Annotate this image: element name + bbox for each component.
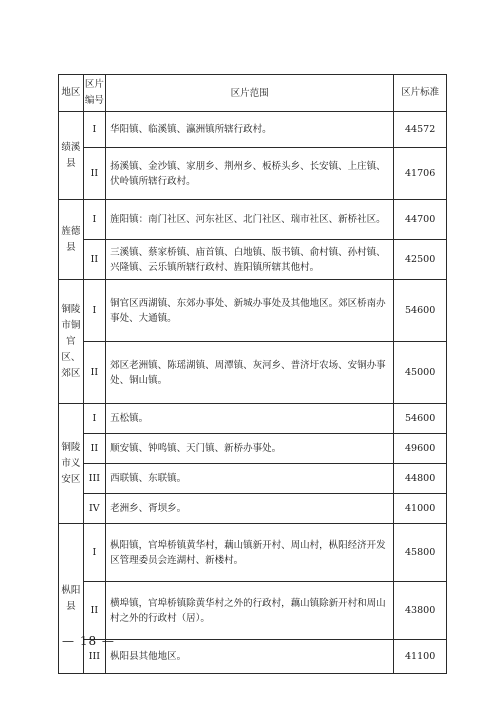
zone-range-cell: 枞阳镇，官埠桥镇黄华村，藕山镇新开村、周山村，枞阳经济开发区管理委员会连湖村、新楼村。	[106, 524, 394, 582]
area-cell: 铜陵市铜官区、郊区	[59, 280, 84, 404]
table-row	[59, 112, 447, 148]
zone-standard-cell: 45000	[394, 342, 447, 404]
zone-standard-cell: 43800	[394, 582, 447, 640]
table-row	[59, 464, 447, 494]
table-row	[59, 200, 447, 240]
zone-number-cell: I	[83, 112, 105, 148]
table-row	[59, 148, 447, 200]
table-header-row	[59, 75, 447, 112]
zone-range-cell: 三溪镇、蔡家桥镇、庙首镇、白地镇、版书镇、俞村镇、孙村镇、兴隆镇、云乐镇所辖行政村、旌阳镇所辖其他村。	[106, 240, 394, 280]
zone-number-cell: IV	[83, 494, 105, 524]
table-row	[59, 240, 447, 280]
header-zone-range: 区片范围	[106, 75, 394, 112]
zone-number-cell: II	[83, 148, 105, 200]
zone-range-cell: 老洲乡、胥坝乡。	[106, 494, 394, 524]
zone-range-cell: 顺安镇、钟鸣镇、天门镇、新桥办事处。	[106, 434, 394, 464]
zone-number-cell: I	[83, 524, 105, 582]
header-area: 地区	[59, 75, 84, 112]
zone-standard-cell: 54600	[394, 280, 447, 342]
zone-number-cell: I	[83, 200, 105, 240]
zone-number-cell: II	[83, 342, 105, 404]
land-price-zone-table	[58, 74, 447, 674]
area-cell: 绩溪县	[59, 112, 84, 200]
zone-standard-cell: 44800	[394, 464, 447, 494]
table-row	[59, 494, 447, 524]
page-number: — 18 —	[62, 634, 115, 648]
zone-number-cell: III	[83, 464, 105, 494]
table-row	[59, 342, 447, 404]
area-cell: 枞阳县	[59, 524, 84, 674]
table-row	[59, 434, 447, 464]
zone-range-cell: 扬溪镇、金沙镇、家朋乡、荆州乡、板桥头乡、长安镇、上庄镇、伏岭镇所辖行政村。	[106, 148, 394, 200]
zone-number-cell: II	[83, 240, 105, 280]
zone-standard-cell: 54600	[394, 404, 447, 434]
area-cell: 铜陵市义安区	[59, 404, 84, 524]
zone-number-cell: II	[83, 434, 105, 464]
table-row	[59, 280, 447, 342]
zone-number-cell: II	[83, 582, 105, 640]
table-body	[59, 112, 447, 674]
zone-standard-cell: 45800	[394, 524, 447, 582]
zone-number-cell: III	[83, 640, 105, 674]
zone-standard-cell: 44572	[394, 112, 447, 148]
zone-standard-cell: 42500	[394, 240, 447, 280]
zone-number-cell: I	[83, 404, 105, 434]
table-row	[59, 524, 447, 582]
zone-standard-cell: 41100	[394, 640, 447, 674]
zone-range-cell: 旌阳镇：南门社区、河东社区、北门社区、瑞市社区、新桥社区。	[106, 200, 394, 240]
zone-range-cell: 横埠镇，官埠桥镇除黄华村之外的行政村，藕山镇除新开村和周山村之外的行政村（居）。	[106, 582, 394, 640]
zone-range-cell: 西联镇、东联镇。	[106, 464, 394, 494]
table-row	[59, 582, 447, 640]
zone-standard-cell: 41706	[394, 148, 447, 200]
zone-range-cell: 铜官区西湖镇、东郊办事处、新城办事处及其他地区。郊区桥南办事处、大通镇。	[106, 280, 394, 342]
table-row	[59, 640, 447, 674]
header-zone-number: 区片编号	[83, 75, 105, 112]
table-row	[59, 404, 447, 434]
area-cell: 旌德县	[59, 200, 84, 280]
zone-standard-cell: 41000	[394, 494, 447, 524]
zone-number-cell: I	[83, 280, 105, 342]
zone-standard-cell: 44700	[394, 200, 447, 240]
zone-range-cell: 郊区老洲镇、陈瑶湖镇、周潭镇、灰河乡、普济圩农场、安铜办事处、铜山镇。	[106, 342, 394, 404]
header-zone-standard: 区片标准	[394, 75, 447, 112]
zone-range-cell: 枞阳县其他地区。	[106, 640, 394, 674]
zone-range-cell: 五松镇。	[106, 404, 394, 434]
zone-standard-cell: 49600	[394, 434, 447, 464]
zone-range-cell: 华阳镇、临溪镇、瀛洲镇所辖行政村。	[106, 112, 394, 148]
